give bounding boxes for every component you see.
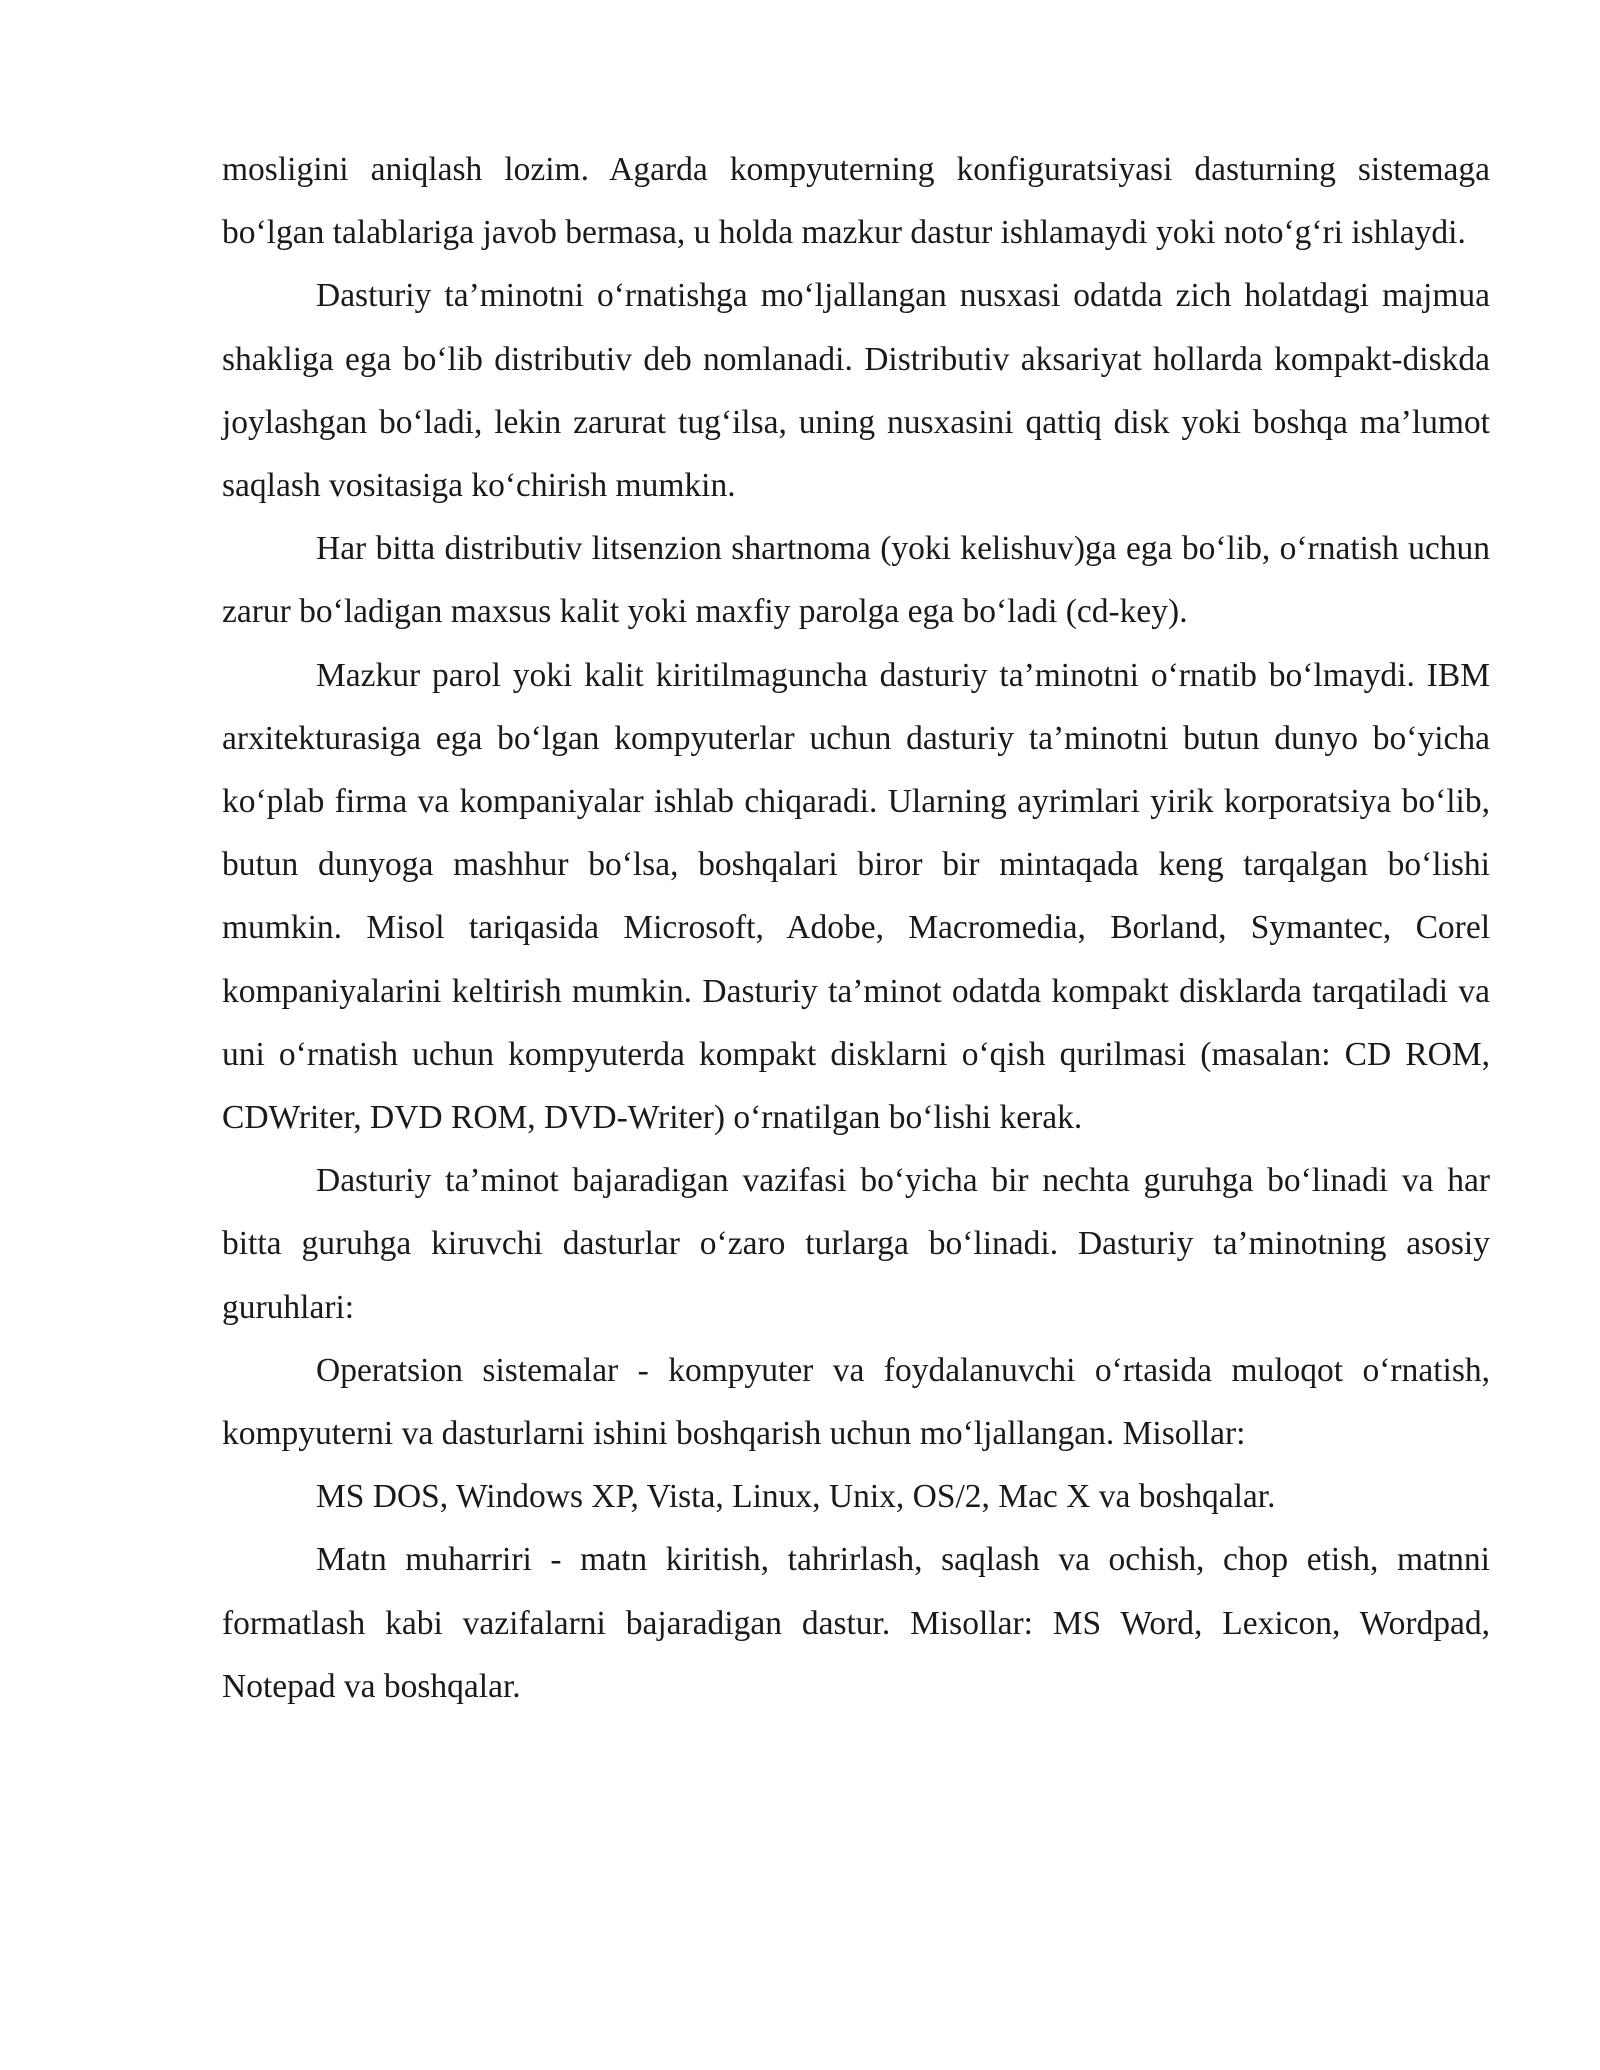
paragraph-os-examples: MS DOS, Windows XP, Vista, Linux, Unix, OS/2, Mac X va boshqalar.: [316, 1478, 1276, 1516]
paragraph-license: Har bitta distributiv litsenzion shartnoma (yoki kelishuv)ga ega bo‘lib, o‘rnatish uchun zarur bo‘ladigan maxsus kalit yoki maxfiy parolga ega bo‘ladi (cd-key).: [222, 530, 1490, 631]
paragraph-operating-systems: Operatsion sistemalar - kompyuter va foydalanuvchi o‘rtasida muloqot o‘rnatish, kompyuterni va dasturlarni ishini boshqarish uchun mo‘ljallangan. Misollar:: [222, 1351, 1490, 1453]
paragraph-continuation: mosligini aniqlash lozim. Agarda kompyuterning konfiguratsiyasi dasturning sistemaga bo‘lgan talablariga javob bermasa, u holda mazkur dastur ishlamaydi yoki noto‘g‘ri ishlaydi.: [222, 151, 1490, 252]
paragraph-distributiv: Dasturiy ta’minotni o‘rnatishga mo‘ljallangan nusxasi odatda zich holatdagi majmua shakliga ega bo‘lib distributiv deb nomlanadi. Distributiv aksariyat hollarda kompakt-diskda joylashgan bo‘ladi, lekin zarurat tug‘ilsa, uning nusxasini qattiq disk yoki boshqa ma’lumot saqlash vositasiga ko‘chirish mumkin.: [222, 277, 1490, 505]
paragraph-vendors: Mazkur parol yoki kalit kiritilmaguncha dasturiy ta’minotni o‘rnatib bo‘lmaydi. IBM arxitekturasiga ega bo‘lgan kompyuterlar uchun dasturiy ta’minotni butun dunyo bo‘yicha ko‘plab firma va kompaniyalar ishlab chiqaradi. Ularning ayrimlari yirik korporatsiya bo‘lib, butun dunyoga mashhur bo‘lsa, boshqalari biror bir mintaqada keng tarqalgan bo‘lishi mumkin. Misol tariqasida Microsoft, Adobe, Macromedia, Borland, Symantec, Corel kompaniyalarini keltirish mumkin. Dasturiy ta’minot odatda kompakt disklarda tarqatiladi va uni o‘rnatish uchun kompyuterda kompakt disklarni o‘qish qurilmasi (masalan: CD ROM, CDWriter, DVD ROM, DVD-Writer) o‘rnatilgan bo‘lishi kerak.: [222, 656, 1490, 1137]
document-body: [222, 138, 1490, 1718]
paragraph-text-editor: Matn muharriri - matn kiritish, tahrirlash, saqlash va ochish, chop etish, matnni formatlash kabi vazifalarni bajaradigan dastur. Misollar: MS Word, Lexicon, Wordpad, Notepad va boshqalar.: [222, 1541, 1490, 1705]
paragraph-groups: Dasturiy ta’minot bajaradigan vazifasi bo‘yicha bir nechta guruhga bo‘linadi va har bitta guruhga kiruvchi dasturlar o‘zaro turlarga bo‘linadi. Dasturiy ta’minotning asosiy guruhlari:: [222, 1162, 1490, 1326]
